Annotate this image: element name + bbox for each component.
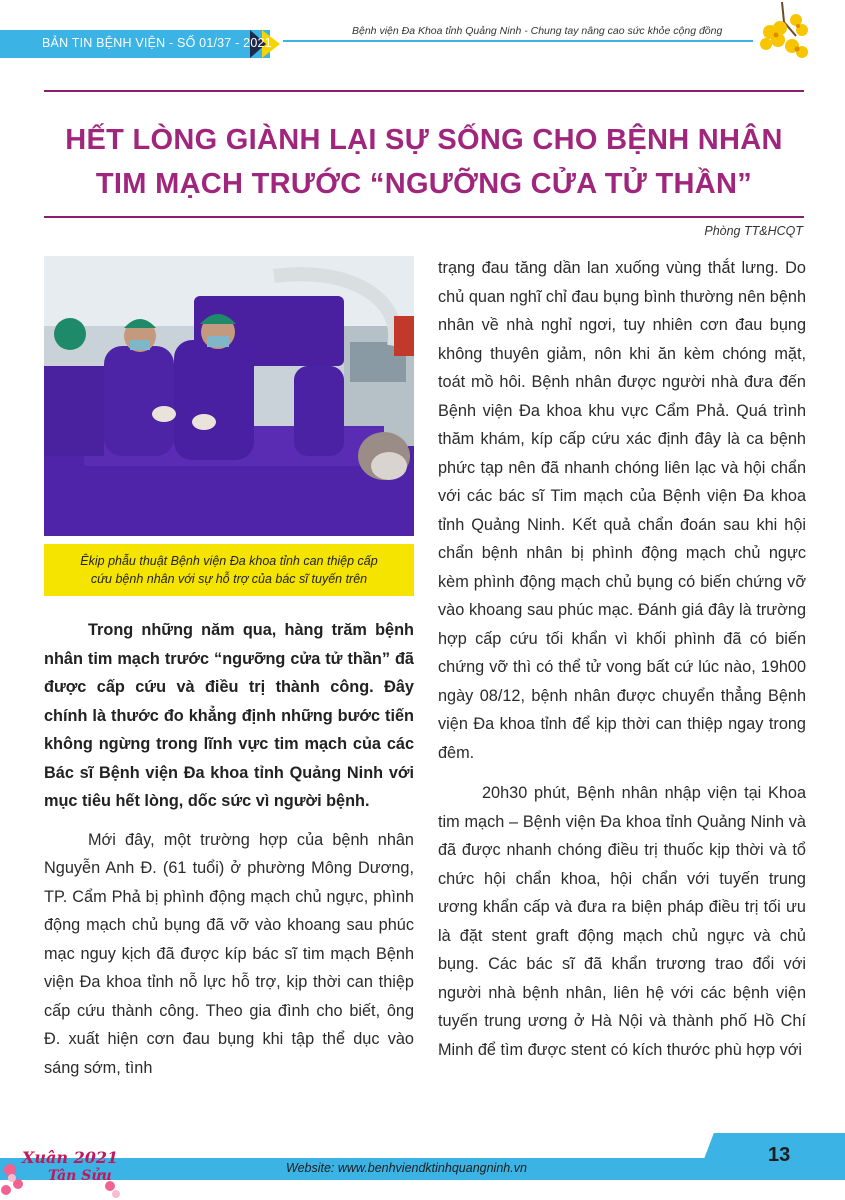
caption-line-1: Êkip phẫu thuật Bệnh viện Đa khoa tỉnh can thiệp cấp [80,554,378,568]
body-paragraph-1: Mới đây, một trường hợp của bệnh nhân Nguyễn Anh Đ. (61 tuổi) ở phường Mông Dương, TP. Cẩm Phả bị phình động mạch chủ ngực, phình động mạch chủ bụng đã vỡ vào khoang sau phúc mạc nguy kịch đã được kíp bác sĩ tim mạch Bệnh viện Đa khoa tỉnh nỗ lực hỗ trợ, kịp thời can thiệp cấp cứu thành công. Theo gia đình cho biết, ông Đ. xuất hiện cơn đau bụng khi tập thể dục vào sáng sớm, tình [44,830,414,1077]
right-column [438,254,806,1064]
title-rule-top [44,90,804,92]
lead-paragraph: Trong những năm qua, hàng trăm bệnh nhân tim mạch trước “ngưỡng cửa tử thần” đã được cấp cứu và điều trị thành công. Đây chính là thước đo khẳng định những bước tiến không ngừng trong lĩnh vực tim mạch của các Bác sĩ Bệnh viện Đa khoa tỉnh Quảng Ninh với mục tiêu hết lòng, dốc sức vì người bệnh. [44,621,414,810]
title-line-1: HẾT LÒNG GIÀNH LẠI SỰ SỐNG CHO BỆNH NHÂN [65,124,783,156]
title-rule-bottom [44,216,804,218]
body-paragraph-2: 20h30 phút, Bệnh nhân nhập viện tại Khoa tim mạch – Bệnh viện Đa khoa tỉnh Quảng Ninh và đã được nhanh chóng điều trị thuốc kịp thời và tổ chức hội chẩn khoa, hội chẩn với tuyến trung ương khẩn cấp và đưa ra biện pháp điều trị tối ưu là đặt stent graft động mạch chủ ngực và chủ bụng. Các bác sĩ đã khẩn trương trao đổi với người nhà bệnh nhân, liên hệ với các bệnh viện tuyến trung ương ở Hà Nội và thành phố Hồ Chí Minh để tìm được stent có kích thước phù hợp với [438,784,806,1059]
title-line-2: TIM MẠCH TRƯỚC “NGƯỠNG CỬA TỬ THẦN” [95,168,753,200]
left-column [44,616,414,1082]
header-rule [283,40,753,42]
article-title [44,118,804,206]
apricot-blossom-icon [752,2,812,66]
article-author: Phòng TT&HCQT [704,224,803,238]
footer-website: Website: www.benhviendktinhquangninh.vn [286,1161,527,1175]
tet-logo-line-2: Tân Sửu [48,1168,112,1184]
body-paragraph-1-continued: trạng đau tăng dần lan xuống vùng thắt lưng. Do chủ quan nghĩ chỉ đau bụng bình thường nên bệnh nhân về nhà nghỉ ngơi, tuy nhiên cơn đau bụng không thuyên giảm, nôn khi ăn kèm chóng mặt, toát mồ hôi. Bệnh nhân được người nhà đưa đến Bệnh viện Đa khoa khu vực Cẩm Phả. Quá trình thăm khám, kíp cấp cứu xác định đây là ca bệnh phức tạp nên đã nhanh chóng liên lạc và hội chẩn với các bác sĩ Tim mạch của Bệnh viện Đa khoa tỉnh Quảng Ninh. Kết quả chẩn đoán sau khi hội chẩn bệnh nhân bị phình động mạch chủ ngực kèm phình động mạch chủ bụng có biến chứng vỡ vào khoang sau phúc mạc. Đánh giá đây là trường hợp cấp cứu tối khẩn vì khối phình đã có biến chứng vỡ thì có thể tử vong bất cứ lúc nào, 19h00 ngày 08/12, bệnh nhân được chuyển thẳng Bệnh viện Đa khoa tỉnh để kịp thời can thiệp ngay trong đêm. [438,259,806,762]
caption-line-2: cứu bệnh nhân với sự hỗ trợ của bác sĩ tuyến trên [90,572,368,586]
header-slogan: Bệnh viện Đa Khoa tỉnh Quảng Ninh - Chung tay nâng cao sức khỏe cộng đồng [352,25,723,37]
surgery-photo [44,256,414,536]
tet-logo-line-1: Xuân 2021 [22,1148,119,1167]
photo-caption [44,544,414,596]
issue-label: BẢN TIN BỆNH VIỆN - SỐ 01/37 - 2021 [42,36,272,50]
page-number: 13 [768,1144,791,1166]
